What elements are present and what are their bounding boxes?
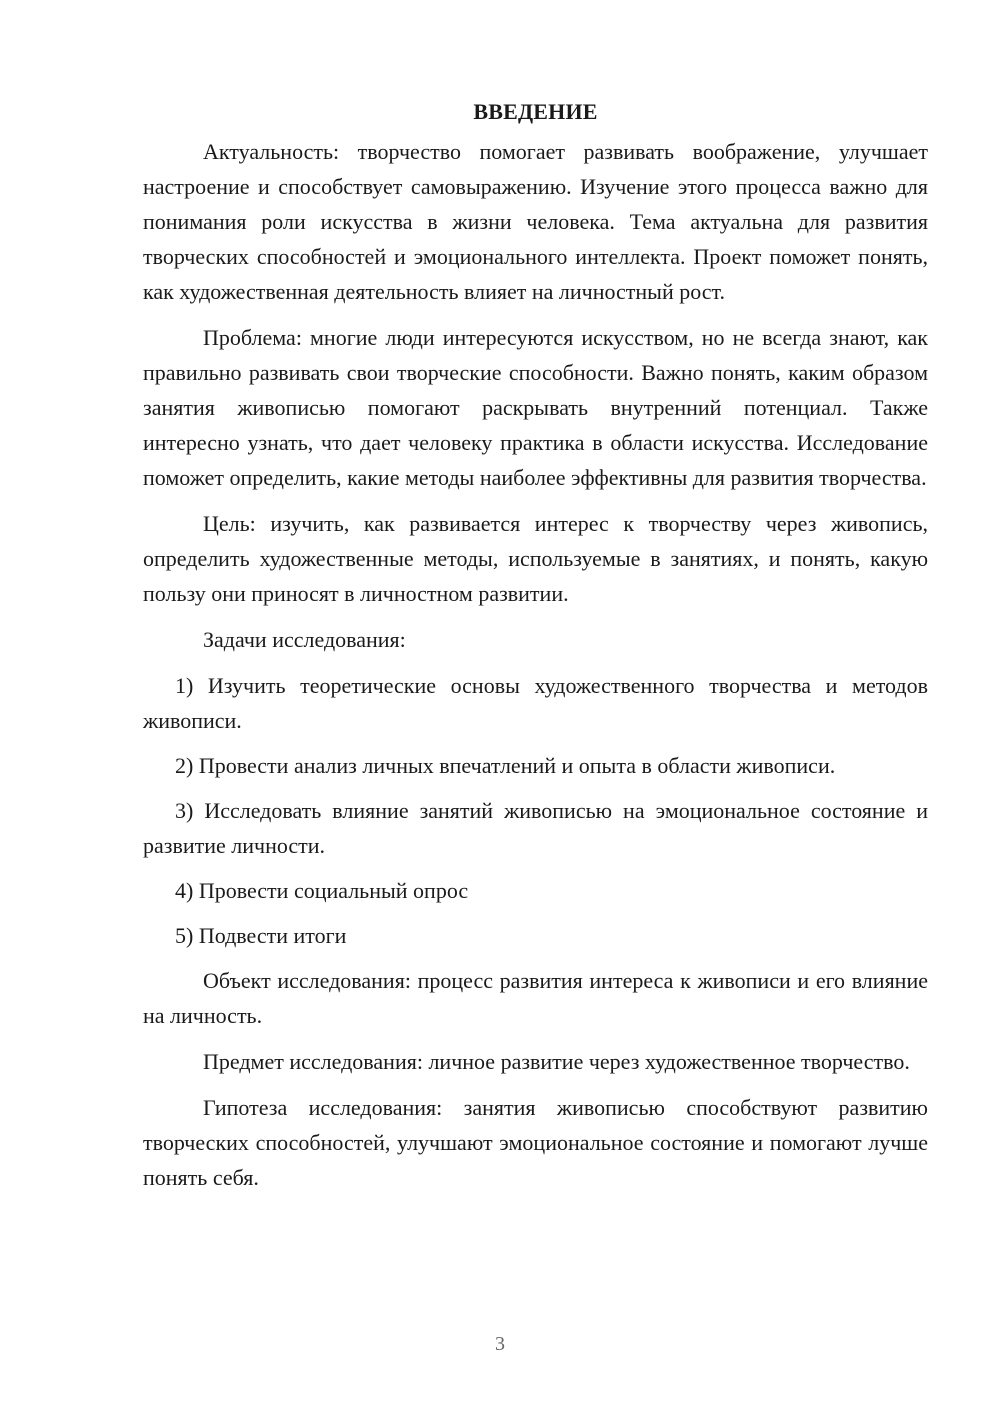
page-number: 3 — [495, 1333, 505, 1355]
paragraph-relevance: Актуальность: творчество помогает развивать воображение, улучшает настроение и способствует самовыражению. Изучение этого процесса важно для понимания роли искусства в жизни человека. Тема актуальна для развития творческих способностей и эмоционального интеллекта. Проект поможет понять, как художественная деятельность влияет на личностный рост. — [143, 139, 928, 304]
paragraph-goal: Цель: изучить, как развивается интерес к творчеству через живопись, определить художественные методы, используемые в занятиях, и понять, какую пользу они приносят в личностном развитии. — [143, 511, 928, 606]
tasks-title: Задачи исследования: — [203, 627, 406, 652]
task-item: 4) Провести социальный опрос — [175, 878, 469, 903]
document-page — [143, 94, 928, 1206]
task-item: 5) Подвести итоги — [175, 923, 347, 948]
paragraph-subject: Предмет исследования: личное развитие через художественное творчество. — [203, 1049, 910, 1074]
paragraph-hypothesis: Гипотеза исследования: занятия живописью способствуют развитию творческих способностей, улучшают эмоциональное состояние и помогают лучше понять себя. — [143, 1095, 928, 1190]
task-item: 3) Исследовать влияние занятий живописью на эмоциональное состояние и развитие личности. — [143, 798, 928, 858]
paragraph-object: Объект исследования: процесс развития интереса к живописи и его влияние на личность. — [143, 968, 928, 1028]
section-heading: ВВЕДЕНИЕ — [473, 99, 598, 124]
task-item: 2) Провести анализ личных впечатлений и опыта в области живописи. — [175, 753, 836, 778]
task-item: 1) Изучить теоретические основы художественного творчества и методов живописи. — [143, 673, 928, 733]
paragraph-problem: Проблема: многие люди интересуются искусством, но не всегда знают, как правильно развивать свои творческие способности. Важно понять, каким образом занятия живописью помогают раскрывать внутренний потенциал. Также интересно узнать, что дает человеку практика в области искусства. Исследование поможет определить, какие методы наиболее эффективны для развития творчества. — [143, 325, 928, 490]
